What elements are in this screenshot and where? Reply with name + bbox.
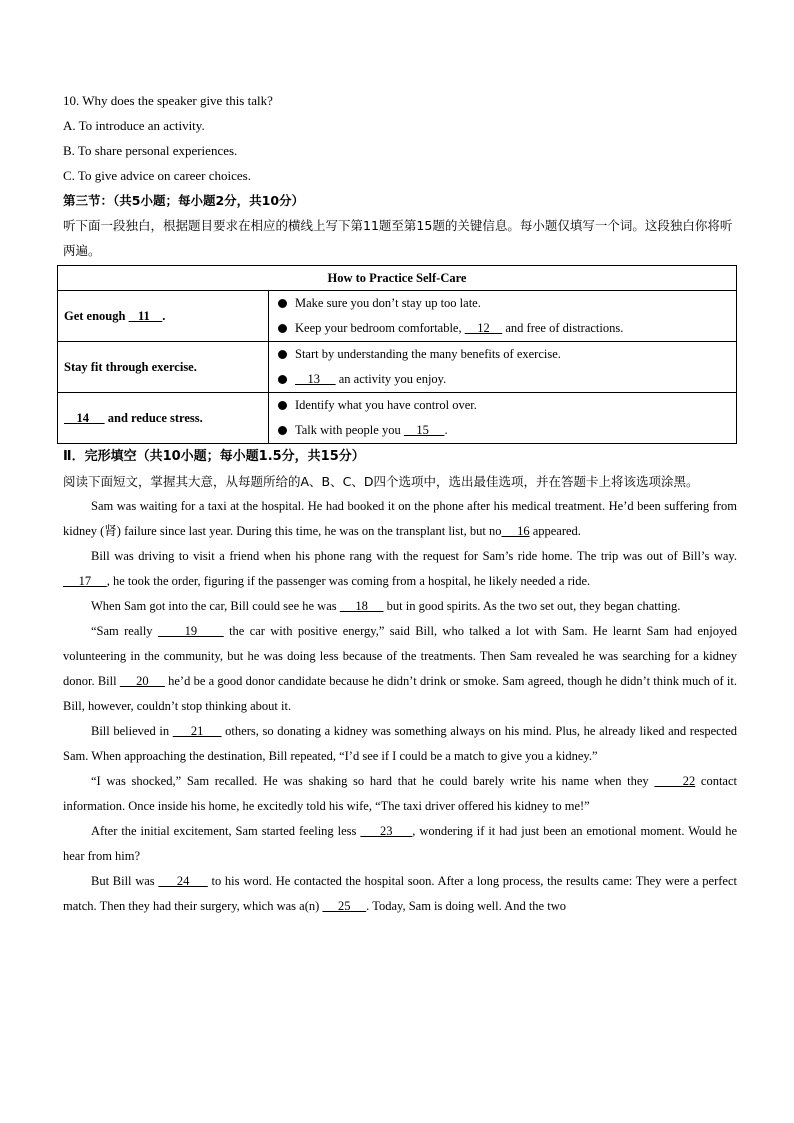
row-heading-text: . [162,308,166,323]
passage-paragraph [63,494,737,544]
row-heading-text: Stay fit through exercise. [64,359,197,374]
cloze-blank[interactable]: 23 [360,824,413,838]
row-heading [58,291,269,342]
cloze-blank[interactable]: 17 [63,574,107,588]
bullet-icon [278,426,287,435]
cloze-blank[interactable]: 24 [158,874,208,888]
passage-text: the car with positive energy,” said Bill, who talked a lot with Sam. He learnt Sam had enjoyed volunteering in the community, but he was doing less because of the treatments. Then Sam revealed he was searching for a kidney donor. Bill [63,624,738,688]
row-details [269,291,737,342]
bullet-text: Start by understanding the many benefits of exercise. [295,347,561,361]
cloze-blank[interactable]: 18 [339,599,384,613]
bullet-text: Make sure you don’t stay up too late. [295,296,481,310]
passage-text: “I was shocked,” Sam recalled. He was shaking so hard that he could barely write his name when they [91,774,655,788]
passage-text: others, so donating a kidney was something always on his mind. Plus, he already liked and respected Sam. When approaching the destination, Bill repeated, “I’d see if I could be a match to give you a kidney.” [63,724,738,763]
row-details [269,342,737,393]
passage-text: “Sam really [91,624,158,638]
passage-paragraph [63,619,737,719]
passage-text: Bill believed in [91,724,173,738]
bullet-text: and free of distractions. [502,321,624,335]
part-2-instructions: 阅读下面短文，掌握其大意，从每题所给的A、B、C、D四个选项中，选出最佳选项，并在答题卡上将该选项涂黑。 [63,474,699,489]
blank-13[interactable]: 13 [295,372,336,386]
passage-text: contact information. Once inside his home, he excitedly told his wife, “The taxi driver offered his kidney to me!” [63,774,738,813]
cloze-blank[interactable]: 19 [157,624,224,638]
question-10-option-a: A. To introduce an activity. [63,118,205,133]
passage-text: , he took the order, figuring if the passenger was coming from a hospital, he likely needed a ride. [106,574,591,588]
row-heading [58,342,269,393]
question-10-option-c: C. To give advice on career choices. [63,168,251,183]
passage-paragraph [63,719,737,769]
blank-12[interactable]: 12 [464,321,503,335]
passage-text: After the initial excitement, Sam started feeling less [91,824,361,838]
cloze-blank[interactable]: 21 [172,724,222,738]
bullet-icon [278,350,287,359]
passage-paragraph [63,769,737,819]
blank-15[interactable]: 15 [403,423,445,437]
bullet-item [275,342,730,367]
bullet-icon [278,375,287,384]
question-10-option-b: B. To share personal experiences. [63,143,238,158]
section-3-instructions: 听下面一段独白，根据题目要求在相应的横线上写下第11题至第15题的关键信息。每小题仅填写一个词。这段独白你将听两遍。 [63,218,733,258]
part-2-heading: Ⅱ．完形填空（共10小题；每小题1.5分，共15分） [63,449,365,464]
passage-paragraph [63,544,737,594]
bullet-item [275,291,730,316]
passage-text: . Today, Sam is doing well. And the two [366,899,566,913]
blank-11[interactable]: 11 [128,308,163,323]
bullet-text: . [444,423,448,437]
passage-text: but in good spirits. As the two set out, they began chatting. [383,599,681,613]
table-title: How to Practice Self-Care [58,266,737,291]
passage-text: to his word. He contacted the hospital soon. After a long process, the results came: They were a perfect match. Then they had their surgery, which was a(n) [63,874,737,913]
table-row [58,291,737,342]
passage-text: he’d be a good donor candidate because he didn’t drink or smoke. Sam agreed, though he didn’t think much of it. Bill, however, couldn’t stop thinking about it. [63,674,738,713]
question-10-stem: 10. Why does the speaker give this talk? [63,93,273,108]
cloze-passage [63,494,737,919]
bullet-icon [278,299,287,308]
section-3-heading: 第三节：（共5小题；每小题2分，共10分） [63,193,305,208]
bullet-text: Keep your bedroom comfortable, [295,321,465,335]
passage-paragraph [63,594,737,619]
passage-text: But Bill was [91,874,159,888]
exam-page [63,88,737,919]
table-row [58,342,737,393]
passage-paragraph [63,819,737,869]
self-care-table [57,265,737,444]
passage-text: When Sam got into the car, Bill could see he was [91,599,340,613]
passage-paragraph [63,869,737,919]
blank-14[interactable]: 14 [64,410,105,425]
passage-text: appeared. [529,524,581,538]
bullet-icon [278,401,287,410]
cloze-blank[interactable]: 22 [654,774,696,788]
row-heading [58,393,269,444]
cloze-blank[interactable]: 16 [501,524,530,538]
bullet-text: Identify what you have control over. [295,398,477,412]
row-heading-text: Get enough [64,308,129,323]
row-heading-text: and reduce stress. [104,410,203,425]
bullet-icon [278,324,287,333]
bullet-item [275,316,730,341]
cloze-blank[interactable]: 20 [119,674,165,688]
row-details [269,393,737,444]
passage-text: , wondering if it had just been an emotional moment. Would he hear from him? [63,824,738,863]
bullet-text: Talk with people you [295,423,404,437]
bullet-item [275,393,730,418]
bullet-item [275,418,730,443]
cloze-blank[interactable]: 25 [322,899,367,913]
table-row [58,393,737,444]
bullet-item [275,367,730,392]
bullet-text: an activity you enjoy. [335,372,447,386]
passage-text: Bill was driving to visit a friend when his phone rang with the request for Sam’s ride home. The trip was out of Bill’s way. [91,549,737,563]
passage-text: Sam was waiting for a taxi at the hospital. He had booked it on the phone after his medical treatment. He’d been suffering from kidney (肾) failure since last year. During this time, he was on the transplant list, but no [63,499,737,538]
